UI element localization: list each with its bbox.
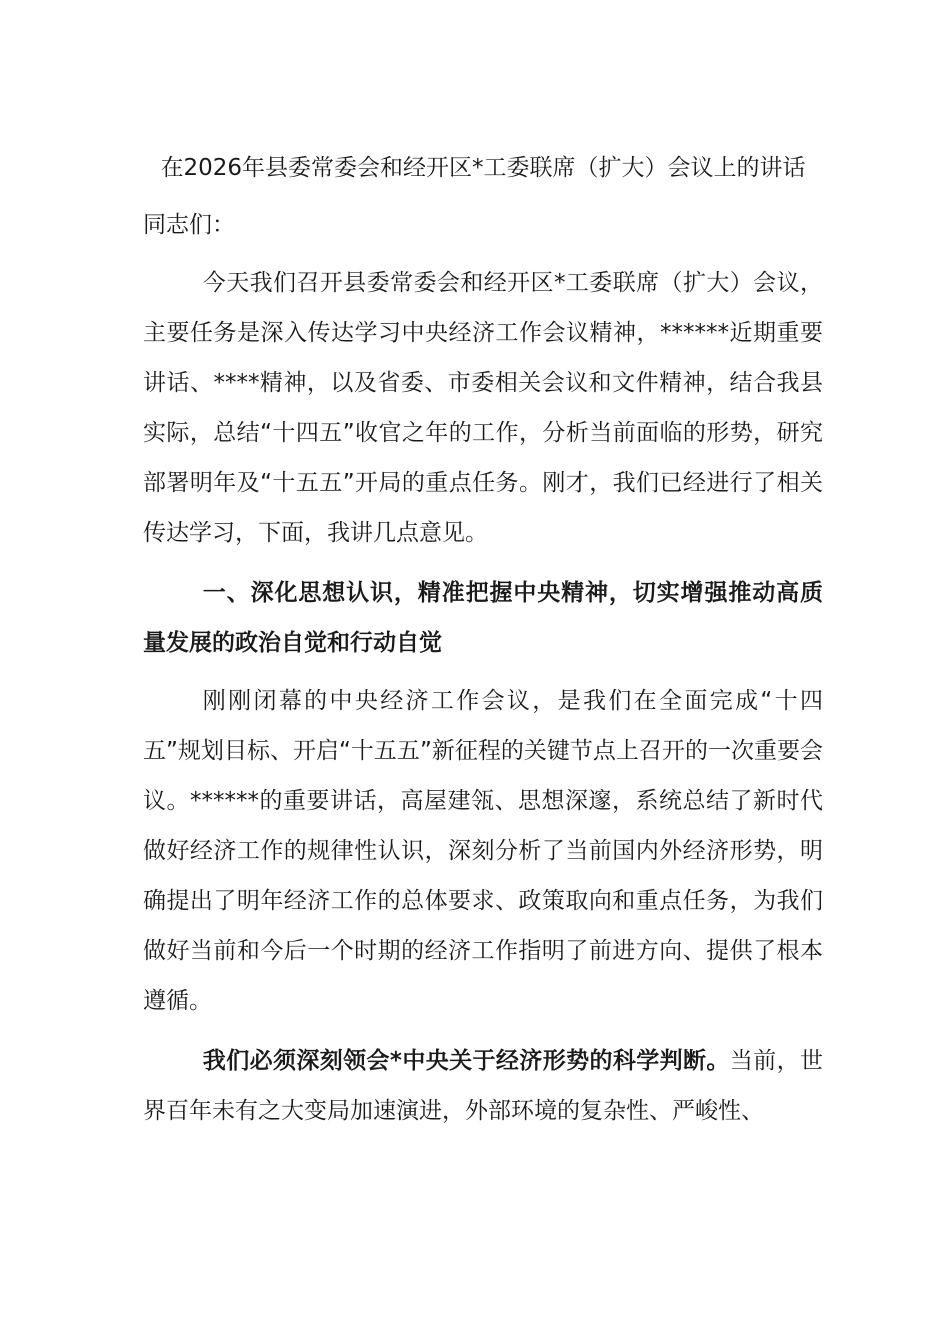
greeting: 同志们： xyxy=(143,212,235,238)
point-text: 当前，世界百年未有之大变局加速演进，外部环境的复杂性、严峻性、 xyxy=(143,1048,824,1124)
section-heading: 一、深化思想认识，精准把握中央精神，切实增强推动高质量发展的政治自觉和行动自觉 xyxy=(143,580,823,656)
point-lead: 我们必须深刻领会*中央关于经济形势的科学判断。 xyxy=(202,1048,730,1074)
document-body xyxy=(143,142,823,1136)
document-title: 在2026年县委常委会和经开区*工委联席（扩大）会议上的讲话 xyxy=(160,155,806,181)
point-paragraph xyxy=(143,1036,823,1136)
section-paragraph: 刚刚闭幕的中央经济工作会议，是我们在全面完成“十四五”规划目标、开启“十五五”新征程的关键节点上召开的一次重要会议。******的重要讲话，高屋建瓴、思想深邃，系统总结了新时代做好经济工作的规律性认识，深刻分析了当前国内外经济形势，明确提出了明年经济工作的总体要求、政策取向和重点任务，为我们做好当前和今后一个时期的经济工作指明了前进方向、提供了根本遵循。 xyxy=(143,688,823,1014)
intro-paragraph: 今天我们召开县委常委会和经开区*工委联席（扩大）会议，主要任务是深入传达学习中央经济工作会议精神，******近期重要讲话、****精神，以及省委、市委相关会议和文件精神，结合我县实际，总结“十四五”收官之年的工作，分析当前面临的形势，研究部署明年及“十五五”开局的重点任务。刚才，我们已经进行了相关传达学习，下面，我讲几点意见。 xyxy=(143,270,823,546)
